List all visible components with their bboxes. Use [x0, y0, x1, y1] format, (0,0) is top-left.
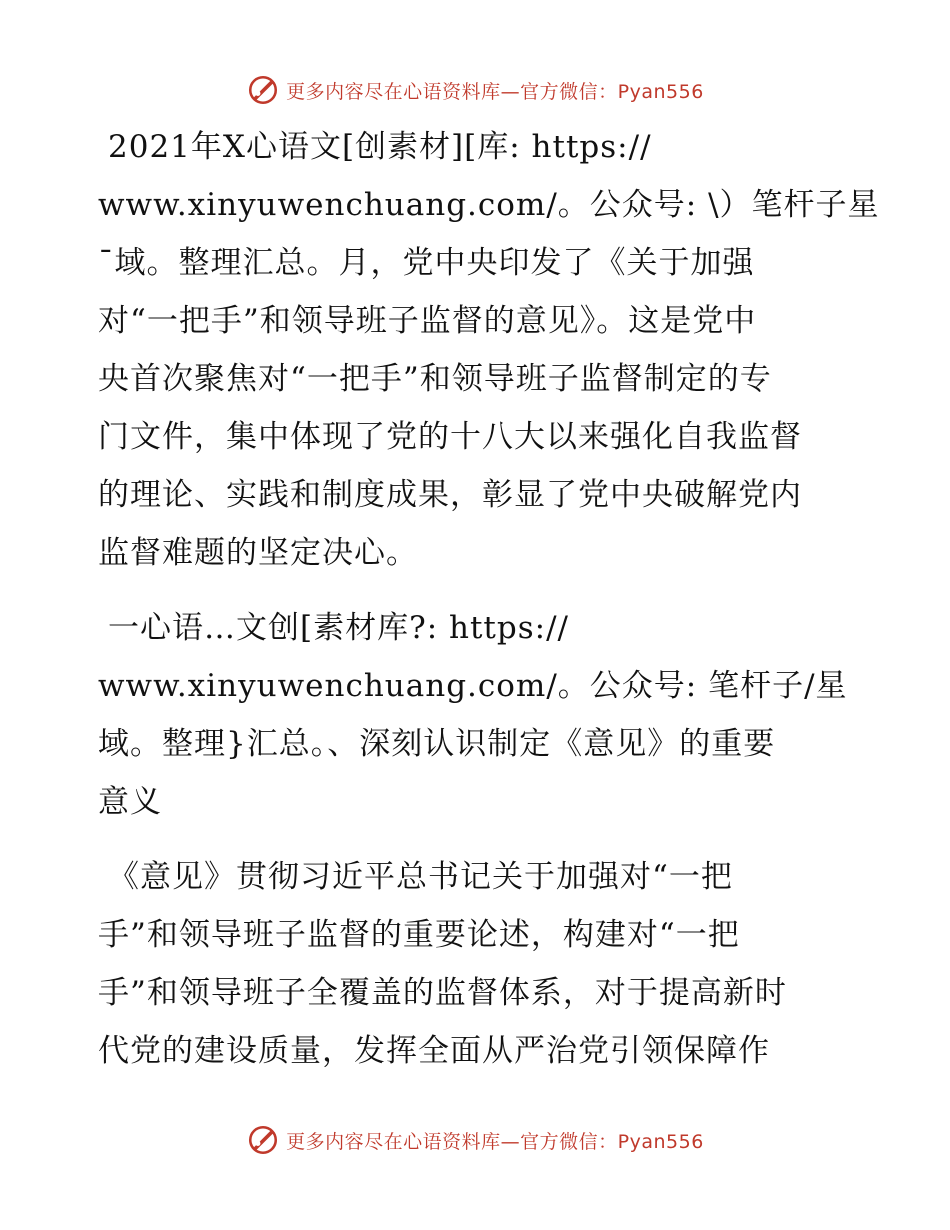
footer-banner-text: 更多内容尽在心语资料库—官方微信：Pyan556: [286, 1130, 704, 1153]
header-banner-text: 更多内容尽在心语资料库—官方微信：Pyan556: [286, 80, 704, 103]
paragraph-line: ¯域。整理汇总。月，党中央印发了《关于加强: [98, 245, 755, 281]
paragraph-line: 央首次聚焦对“一把手”和领导班子监督制定的专: [98, 361, 772, 397]
paragraph-line: 的理论、实践和制度成果，彰显了党中央破解党内: [98, 477, 802, 513]
paragraph-line: www.xinyuwenchuang.com/。公众号: \）笔杆子星: [98, 187, 880, 223]
paragraph-line: 代党的建设质量，发挥全面从严治党引领保障作: [98, 1033, 770, 1069]
header-banner: [0, 70, 950, 110]
paragraph-1: [98, 118, 880, 582]
paragraph-3: [98, 848, 858, 1080]
paragraph-line: 一心语…文创[素材库?: https://: [108, 610, 569, 646]
paragraph-line: 《意见》贯彻习近平总书记关于加强对“一把: [108, 859, 733, 895]
paragraph-line: 域。整理}汇总。、深刻认识制定《意见》的重要: [98, 726, 776, 762]
paragraph-line: 门文件，集中体现了党的十八大以来强化自我监督: [98, 419, 802, 455]
footer-banner: [0, 1120, 950, 1160]
quill-seal-icon: [246, 73, 280, 107]
quill-seal-icon: [246, 1123, 280, 1157]
document-body: [98, 118, 880, 1097]
paragraph-line: www.xinyuwenchuang.com/。公众号: 笔杆子/星: [98, 668, 848, 704]
paragraph-line: 手”和领导班子全覆盖的监督体系，对于提高新时: [98, 975, 787, 1011]
paragraph-line: 2021年X心语文[创素材][库: https://: [108, 129, 652, 165]
paragraph-line: 手”和领导班子监督的重要论述，构建对“一把: [98, 917, 740, 953]
paragraph-line: 意义: [98, 784, 162, 820]
paragraph-line: 监督难题的坚定决心。: [98, 535, 418, 571]
paragraph-2: [98, 599, 858, 831]
paragraph-line: 对“一把手”和领导班子监督的意见》。这是党中: [98, 303, 757, 339]
